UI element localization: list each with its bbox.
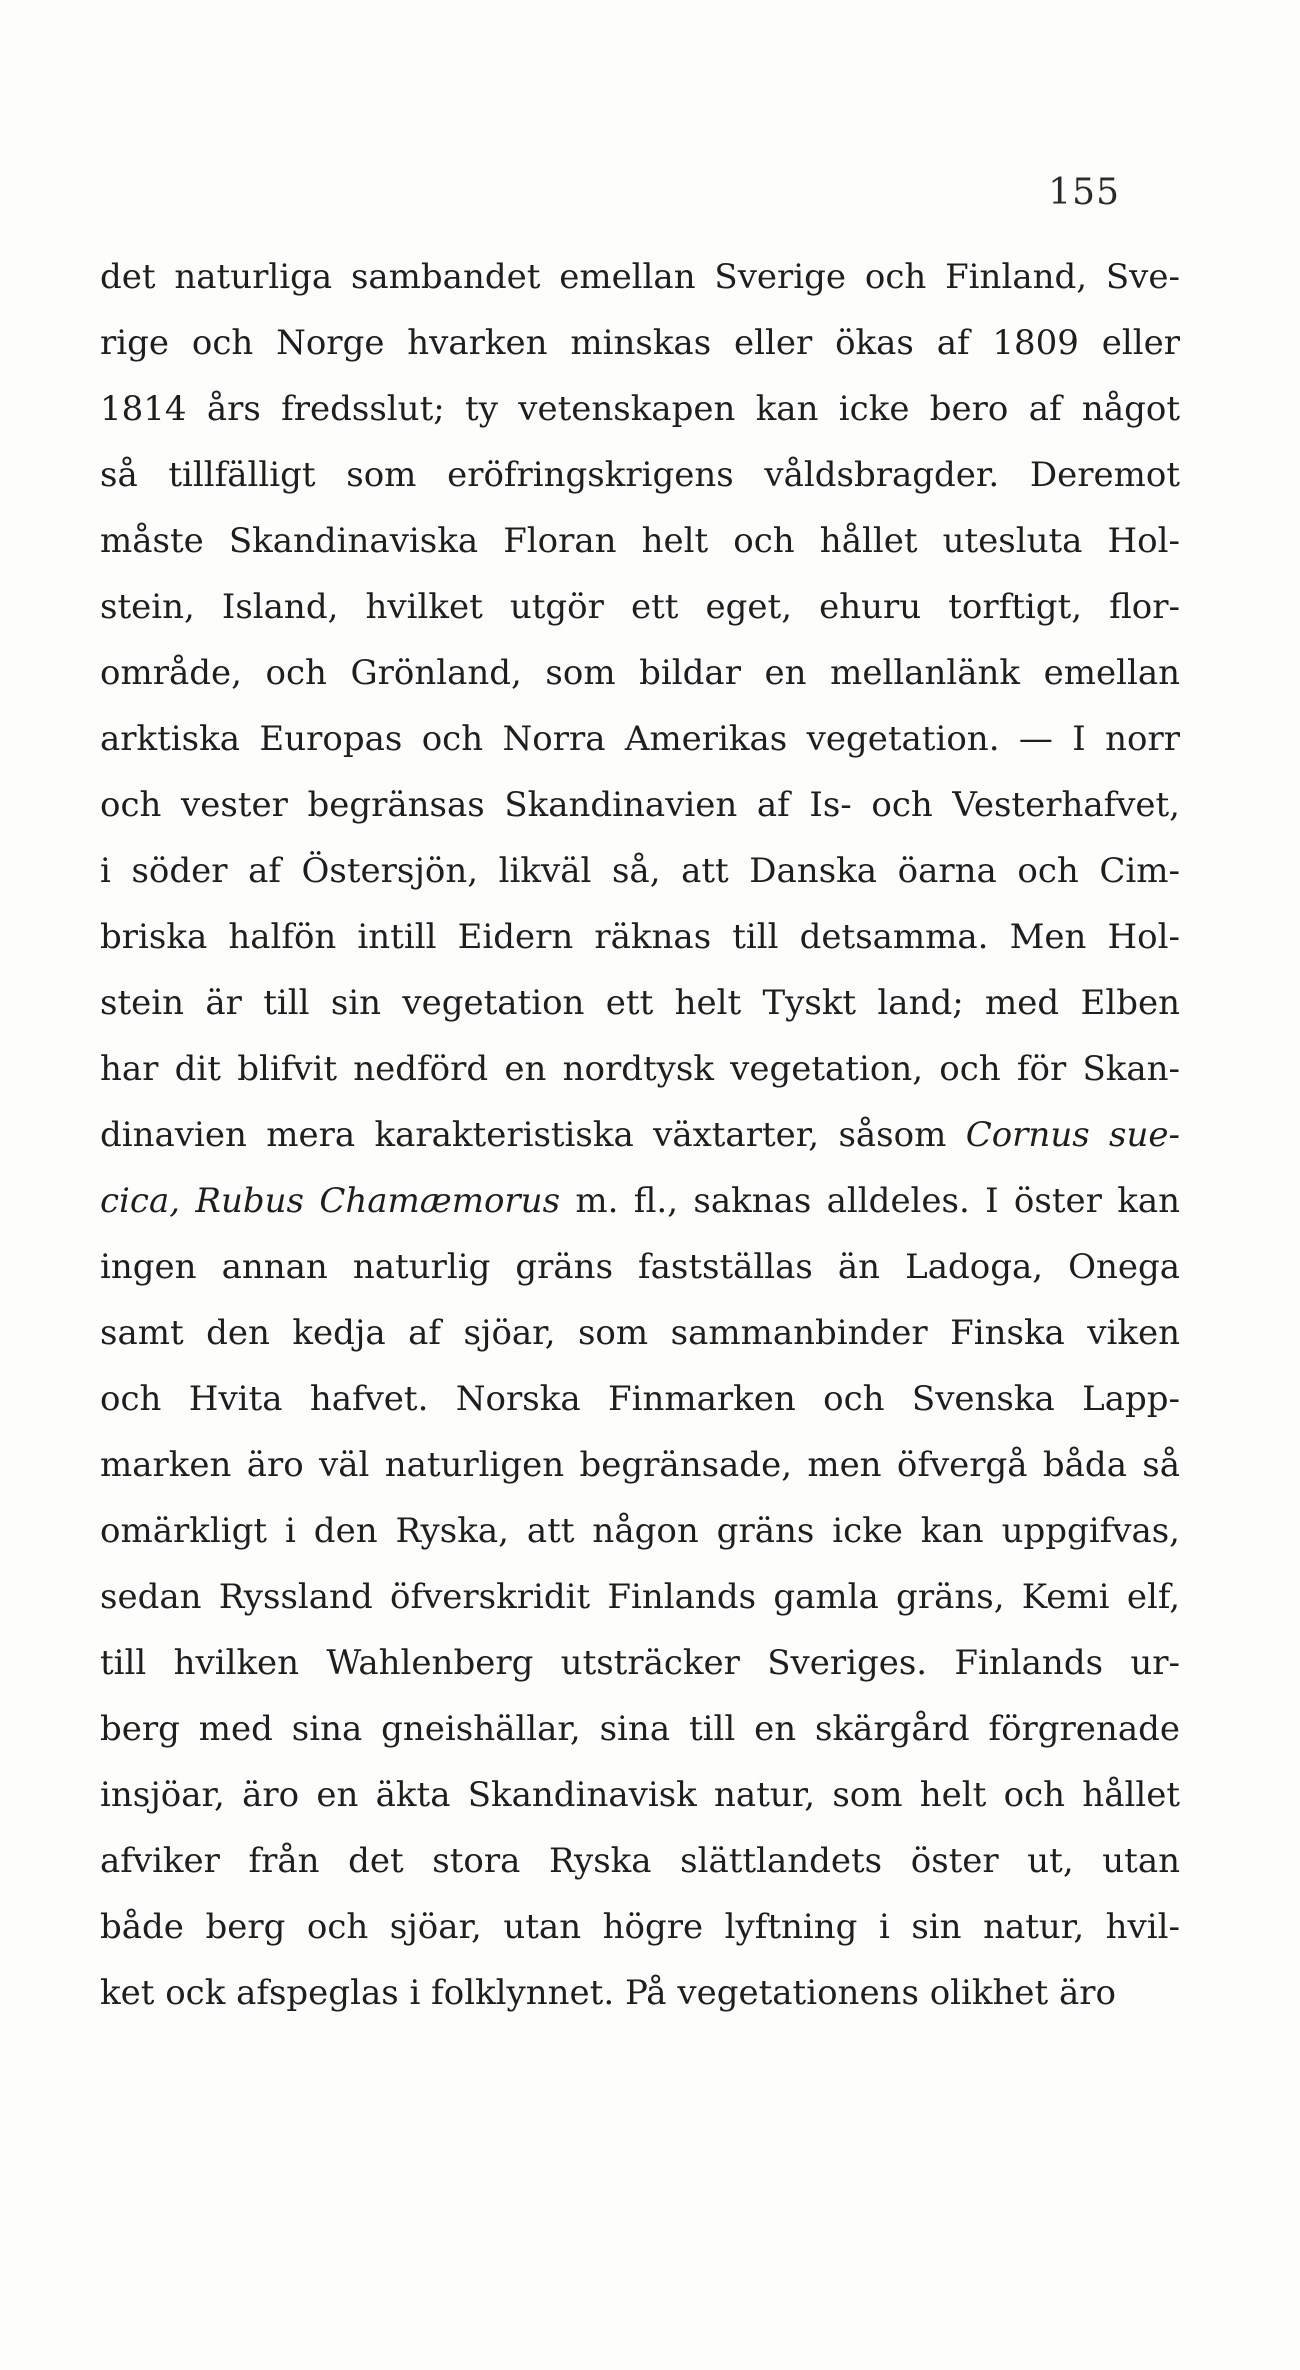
- text-segment: det naturliga sambandet emellan Sverige och Finland, Sve-: [100, 257, 1180, 297]
- text-segment: dinavien mera karakteristiska växtarter, såsom: [100, 1115, 966, 1155]
- text-line: [100, 1630, 1180, 1696]
- text-segment: samt den kedja af sjöar, som sammanbinder Finska viken: [100, 1313, 1180, 1353]
- text-line: [100, 970, 1180, 1036]
- text-line: [100, 904, 1180, 970]
- text-segment: stein är till sin vegetation ett helt Tyskt land; med Elben: [100, 983, 1180, 1023]
- text-line: [100, 1564, 1180, 1630]
- text-segment: arktiska Europas och Norra Amerikas vegetation. — I norr: [100, 719, 1180, 759]
- text-segment: både berg och sjöar, utan högre lyftning i sin natur, hvil-: [100, 1907, 1180, 1947]
- text-line: [100, 1036, 1180, 1102]
- text-line: [100, 1696, 1180, 1762]
- text-segment: briska halfön intill Eidern räknas till detsamma. Men Hol-: [100, 917, 1180, 957]
- italic-text-segment: cica, Rubus Chamæmorus: [100, 1181, 561, 1221]
- text-segment: till hvilken Wahlenberg utsträcker Sveriges. Finlands ur-: [100, 1643, 1180, 1683]
- text-segment: 1814 års fredsslut; ty vetenskapen kan icke bero af något: [100, 389, 1180, 429]
- text-line: [100, 838, 1180, 904]
- text-line: [100, 508, 1180, 574]
- text-line: [100, 1102, 1180, 1168]
- text-segment: område, och Grönland, som bildar en mellanlänk emellan: [100, 653, 1180, 693]
- text-line: [100, 640, 1180, 706]
- text-line: [100, 1300, 1180, 1366]
- text-line: [100, 442, 1180, 508]
- text-segment: sedan Ryssland öfverskridit Finlands gamla gräns, Kemi elf,: [100, 1577, 1180, 1617]
- text-segment: stein, Island, hvilket utgör ett eget, ehuru torftigt, flor-: [100, 587, 1180, 627]
- text-line: [100, 1828, 1180, 1894]
- text-segment: afviker från det stora Ryska slättlandets öster ut, utan: [100, 1841, 1180, 1881]
- text-line: [100, 574, 1180, 640]
- text-line: [100, 1960, 1180, 2026]
- text-line: [100, 1498, 1180, 1564]
- text-segment: och Hvita hafvet. Norska Finmarken och Svenska Lapp-: [100, 1379, 1180, 1419]
- text-segment: insjöar, äro en äkta Skandinavisk natur, som helt och hållet: [100, 1775, 1180, 1815]
- text-line: [100, 1432, 1180, 1498]
- text-segment: rige och Norge hvarken minskas eller ökas af 1809 eller: [100, 323, 1180, 363]
- text-segment: ket ock afspeglas i folklynnet. På vegetationens olikhet äro: [100, 1973, 1117, 2013]
- text-segment: i söder af Östersjön, likväl så, att Danska öarna och Cim-: [100, 851, 1180, 891]
- text-segment: så tillfälligt som eröfringskrigens våldsbragder. Deremot: [100, 455, 1180, 495]
- text-segment: omärkligt i den Ryska, att någon gräns icke kan uppgifvas,: [100, 1511, 1180, 1551]
- italic-text-segment: Cornus sue-: [965, 1115, 1180, 1155]
- text-line: [100, 1366, 1180, 1432]
- text-segment: ingen annan naturlig gräns fastställas än Ladoga, Onega: [100, 1247, 1180, 1287]
- text-segment: marken äro väl naturligen begränsade, men öfvergå båda så: [100, 1445, 1180, 1485]
- text-segment: m. fl., saknas alldeles. I öster kan: [560, 1181, 1180, 1221]
- text-line: [100, 1168, 1180, 1234]
- body-text: [100, 244, 1180, 2026]
- text-segment: och vester begränsas Skandinavien af Is- och Vesterhafvet,: [100, 785, 1180, 825]
- text-segment: har dit blifvit nedförd en nordtysk vegetation, och för Skan-: [100, 1049, 1180, 1089]
- text-line: [100, 244, 1180, 310]
- text-line: [100, 1762, 1180, 1828]
- text-segment: berg med sina gneishällar, sina till en skärgård förgrenade: [100, 1709, 1180, 1749]
- text-segment: måste Skandinaviska Floran helt och hållet utesluta Hol-: [100, 521, 1180, 561]
- text-line: [100, 376, 1180, 442]
- text-line: [100, 706, 1180, 772]
- page-number: 155: [1048, 172, 1120, 213]
- text-line: [100, 1234, 1180, 1300]
- text-line: [100, 310, 1180, 376]
- text-line: [100, 772, 1180, 838]
- text-line: [100, 1894, 1180, 1960]
